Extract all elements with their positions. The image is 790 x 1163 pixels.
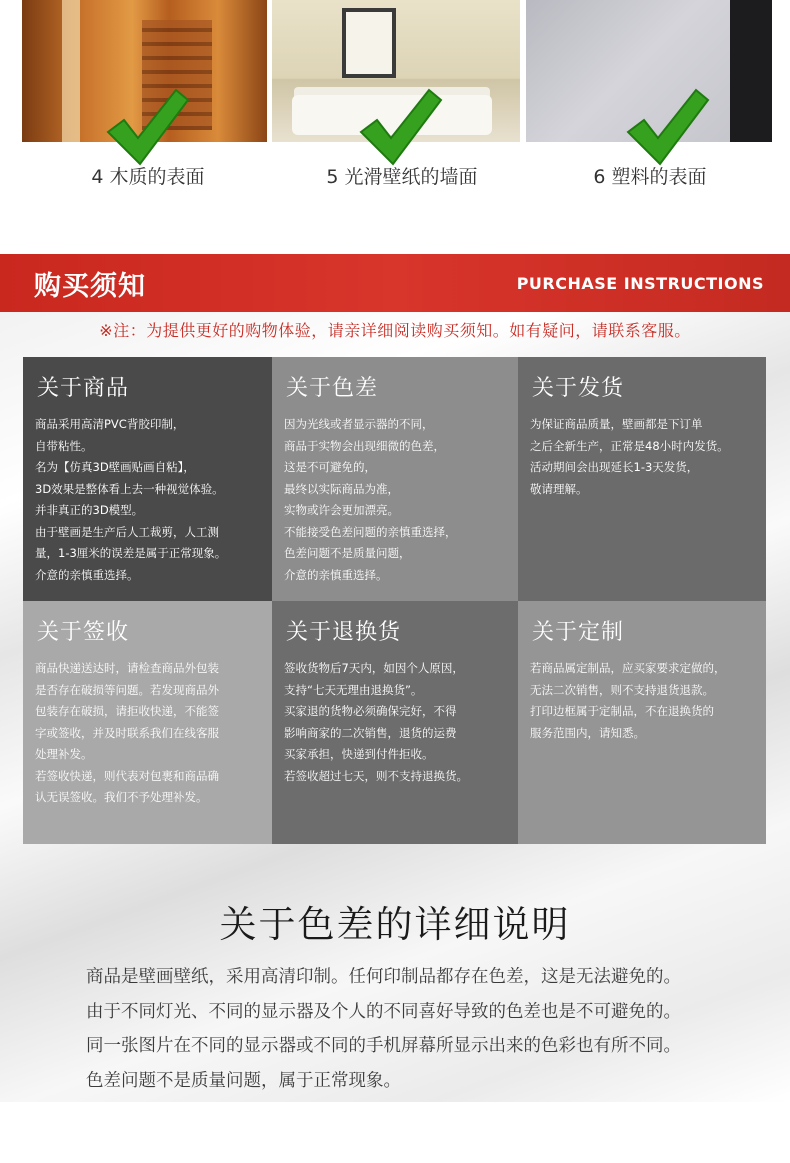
card-body: 签收货物后7天内，如因个人原因， 支持“七天无理由退换货”。 买家退的货物必须确保完好，不得 影响商家的二次销售，退货的运费 买家承担，快递到付件拒收。 若签收超过七天，则不支持退换货。 xyxy=(284,661,468,783)
card-body: 商品快递送达时，请检查商品外包装 是否存在破损等问题。若发现商品外 包装存在破损，请拒收快递，不能签 字或签收，并及时联系我们在线客服 处理补发。 若签收快递，则代表对包裹和商品确 认无误签收。我们不予处理补发。 xyxy=(35,661,219,804)
detail-line: 由于不同灯光、不同的显示器及个人的不同喜好导致的色差也是不可避免的。 xyxy=(86,1001,681,1022)
color-section-details xyxy=(86,960,746,1098)
card-body: 因为光线或者显示器的不同， 商品于实物会出现细微的色差， 这是不可避免的， 最终以实际商品为准， 实物或许会更加漂亮。 不能接受色差问题的亲慎重选择， 色差问题不是质量问题， 介意的亲慎重选择。 xyxy=(284,417,457,582)
instructions-grid xyxy=(23,357,766,844)
card-body: 商品采用高清PVC背胶印制， 自带粘性。 名为【仿真3D壁画贴画自粘】， 3D效果是整体看上去一种视觉体验。 并非真正的3D模型。 由于壁画是生产后人工裁剪，人工测 量，1-3厘米的误差是属于正常现象。 介意的亲慎重选择。 xyxy=(35,417,227,582)
surface-examples xyxy=(0,0,790,230)
card-product xyxy=(23,357,272,601)
card-title: 关于发货 xyxy=(532,376,625,401)
check-icon xyxy=(355,82,445,172)
card-title: 关于签收 xyxy=(37,620,130,645)
detail-line: 同一张图片在不同的显示器或不同的手机屏幕所显示出来的色彩也有所不同。 xyxy=(86,1036,681,1056)
surface-label-wallpaper: 5 光滑壁纸的墙面 xyxy=(326,166,478,188)
detail-line: 色差问题不是质量问题，属于正常现象。 xyxy=(86,1070,401,1091)
card-body: 若商品属定制品，应买家要求定做的， 无法二次销售，则不支持退货退款。 打印边框属于定制品，不在退换货的 服务范围内，请知悉。 xyxy=(530,661,726,740)
card-shipping xyxy=(518,357,766,601)
purchase-instructions-banner xyxy=(0,254,790,312)
check-icon xyxy=(622,82,712,172)
surface-label-plastic: 6 塑料的表面 xyxy=(593,166,707,188)
card-title: 关于商品 xyxy=(37,376,130,401)
check-icon xyxy=(102,82,192,172)
card-title: 关于色差 xyxy=(286,376,379,401)
detail-line: 商品是壁画壁纸，采用高清印制。任何印制品都存在色差，这是无法避免的。 xyxy=(86,967,681,987)
notice-text: ※注：为提供更好的购物体验，请亲详细阅读购买须知。如有疑问，请联系客服。 xyxy=(99,321,691,340)
card-returns xyxy=(272,601,518,844)
card-title: 关于退换货 xyxy=(286,620,402,645)
banner-subtitle: PURCHASE INSTRUCTIONS xyxy=(516,274,764,293)
banner-title: 购买须知 xyxy=(34,271,146,302)
surface-label-wood: 4 木质的表面 xyxy=(91,166,205,188)
card-title: 关于定制 xyxy=(532,620,625,645)
card-custom xyxy=(518,601,766,844)
card-body: 为保证商品质量，壁画都是下订单 之后全新生产，正常是48小时内发货。 活动期间会出现延长1-3天发货， 敬请理解。 xyxy=(530,417,729,496)
color-section-heading: 关于色差的详细说明 xyxy=(219,903,571,946)
card-color-difference xyxy=(272,357,518,601)
card-receipt xyxy=(23,601,272,844)
